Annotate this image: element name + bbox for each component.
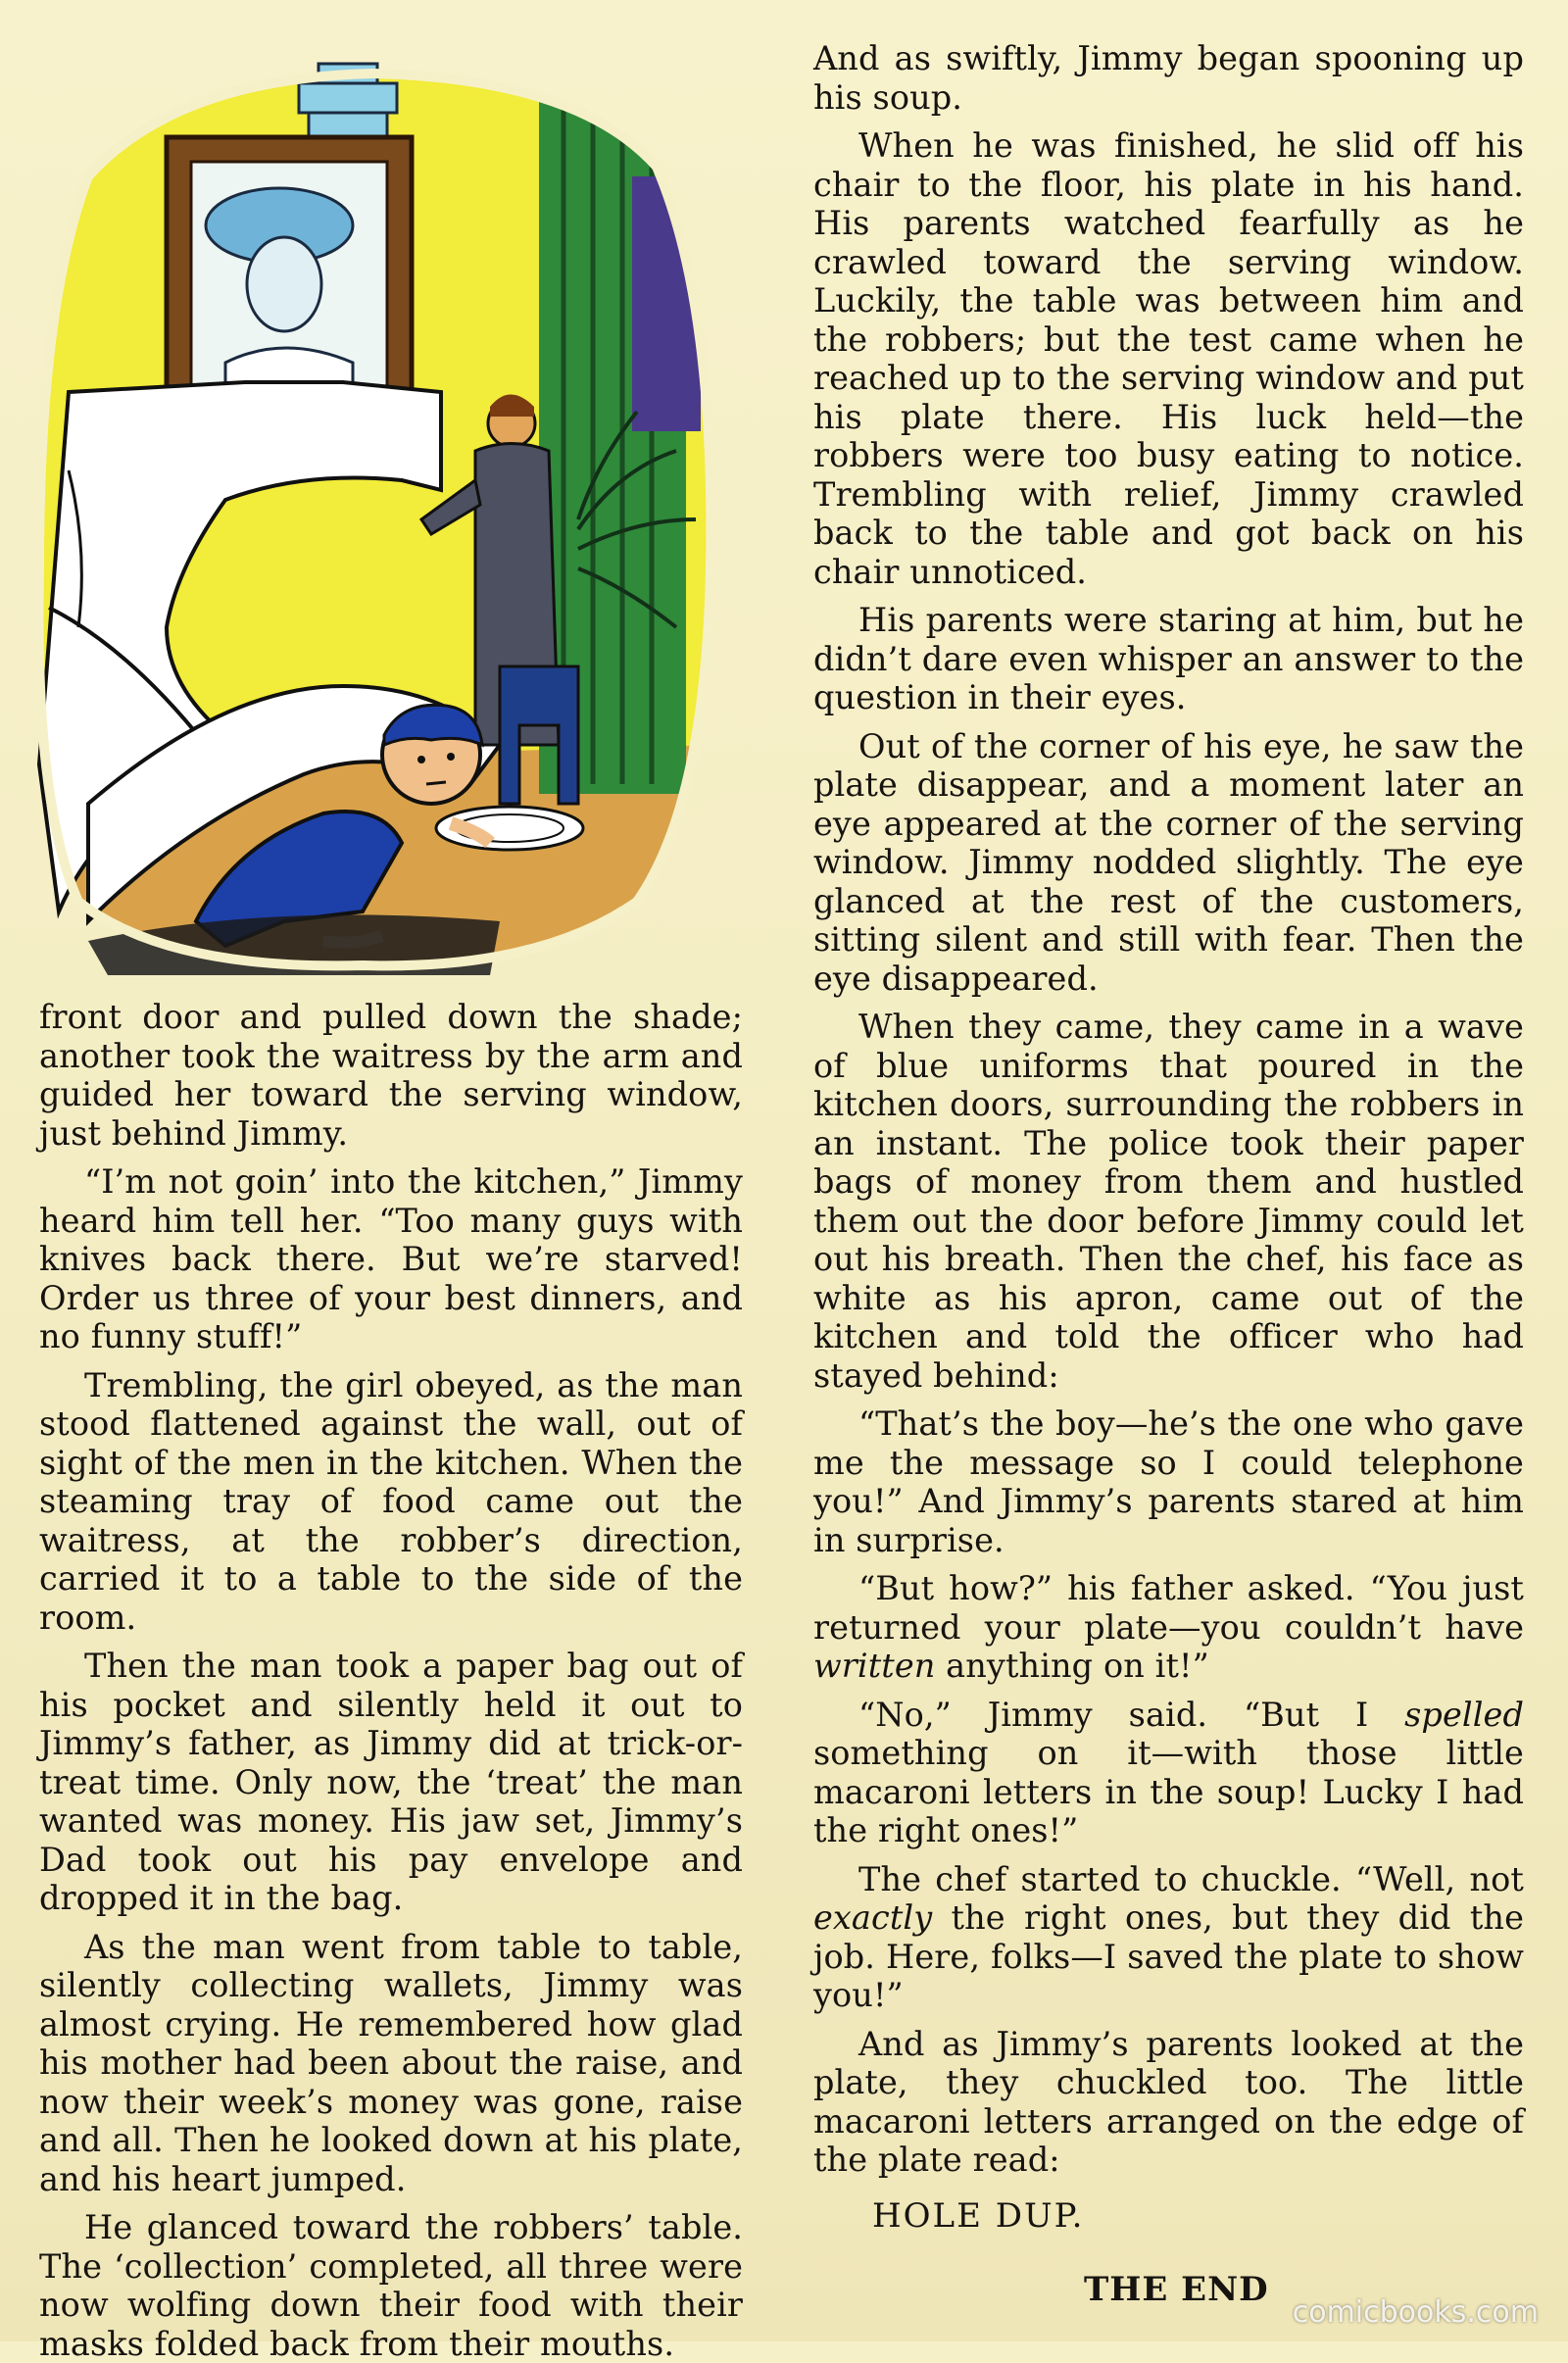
left-text-column: [39, 998, 743, 2363]
text-span: “But how?” his father asked. “You just returned your plate—you couldn’t have: [813, 1569, 1524, 1647]
paragraph: When they came, they came in a wave of blue uniforms that poured in the kitchen doors, surrounding the robbers in an instant. The police took their paper bags of money from them and hustled them out the door before Jimmy could let out his breath. Then the chef, his face as white as his apron, came out of the kitchen and told the officer who had stayed behind:: [813, 1008, 1524, 1395]
paragraph: front door and pulled down the shade; another took the waitress by the arm and guided her toward the serving window, just behind Jimmy.: [39, 998, 743, 1153]
emphasis-text: spelled: [1404, 1695, 1524, 1734]
the-end-label: THE END: [1084, 2270, 1269, 2309]
paragraph: When he was finished, he slid off his chair to the floor, his plate in his hand. His parents watched fearfully as he crawled toward the serving window. Luckily, the table was between him and the robbers; but the test came when he reached up to the serving window and put his plate there. His luck held—the robbers were too busy eating to notice. Trembling with relief, Jimmy crawled back to the table and got back on his chair unnoticed.: [813, 126, 1524, 591]
text-span: the right ones, but they did the job. Here, folks—I saved the plate to show you!”: [813, 1898, 1524, 2014]
paragraph: Then the man took a paper bag out of his pocket and silently held it out to Jimmy’s father, as Jimmy did at trick-or-treat time. Only now, the ‘treat’ the man wanted was money. His jaw set, Jimmy’s Dad took out his pay envelope and dropped it in the bag.: [39, 1647, 743, 1917]
paragraph: [813, 1860, 1524, 2015]
text-span: “No,” Jimmy said. “But I: [858, 1695, 1405, 1734]
paragraph: “I’m not goin’ into the kitchen,” Jimmy heard him tell her. “Too many guys with knives back there. But we’re starved! Order us three of your best dinners, and no funny stuff!”: [39, 1162, 743, 1355]
paragraph: His parents were staring at him, but he didn’t dare even whisper an answer to the question in their eyes.: [813, 601, 1524, 716]
paragraph: [813, 1696, 1524, 1850]
emphasis-text: written: [813, 1647, 936, 1685]
emphasis-text: exactly: [813, 1898, 933, 1937]
text-span: something on it—with those little macaroni letters in the soup! Lucky I had the right ones!”: [813, 1734, 1524, 1849]
plate-message: HOLE DUP.: [872, 2195, 1085, 2236]
paragraph: Out of the corner of his eye, he saw the plate disappear, and a moment later an eye appeared at the corner of the serving window. Jimmy nodded slightly. The eye glanced at the rest of the customers, sitting silent and still with fear. Then the eye disappeared.: [813, 726, 1524, 998]
paragraph: And as Jimmy’s parents looked at the plate, they chuckled too. The little macaroni letters arranged on the edge of the plate read:: [813, 2024, 1524, 2179]
right-text-column: [813, 39, 1524, 2310]
paragraph: And as swiftly, Jimmy began spooning up his soup.: [813, 39, 1524, 117]
paragraph: He glanced toward the robbers’ table. The ‘collection’ completed, all three were now wolfing down their food with their masks folded back from their mouths.: [39, 2208, 743, 2363]
paragraph: “That’s the boy—he’s the one who gave me the message so I could telephone you!” And Jimmy’s parents stared at him in surprise.: [813, 1404, 1524, 1559]
paragraph: [813, 1569, 1524, 1686]
restaurant-illustration: [29, 59, 715, 975]
paragraph: As the man went from table to table, silently collecting wallets, Jimmy was almost crying. He remembered how glad his mother had been about the raise, and now their week’s money was gone, raise and all. Then he looked down at his plate, and his heart jumped.: [39, 1927, 743, 2198]
text-span: The chef started to chuckle. “Well, not: [858, 1859, 1524, 1898]
paragraph: Trembling, the girl obeyed, as the man stood flattened against the wall, out of sight of the men in the kitchen. When the steaming tray of food came out the waitress, at the robber’s direction, carried it to a table to the side of the room.: [39, 1365, 743, 1637]
watermark: comicbooks.com: [1292, 2295, 1539, 2330]
text-span: anything on it!”: [935, 1647, 1209, 1685]
